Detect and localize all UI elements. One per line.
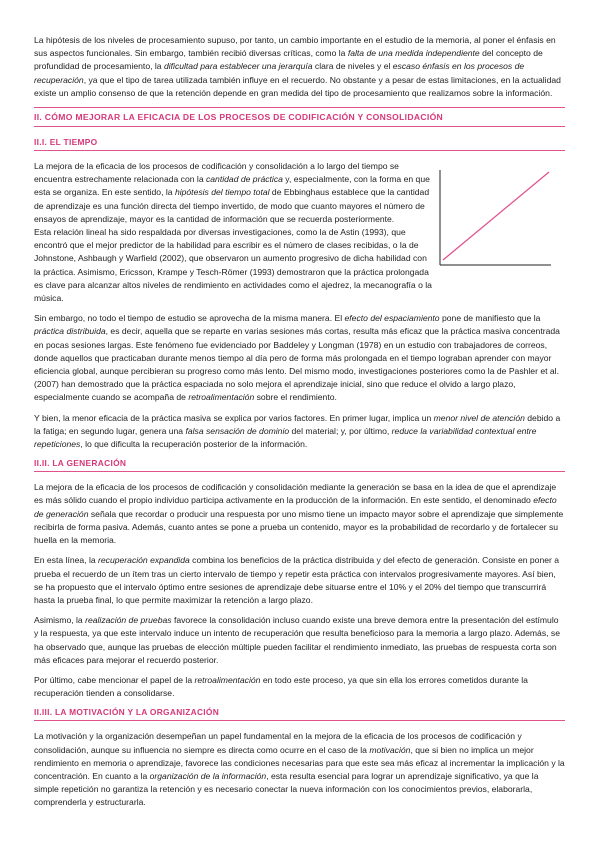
emphasis-text: recuperación expandida bbox=[98, 555, 190, 566]
text-run: Y bien, la menor eficacia de la práctica masiva se explica por varios factores. En primer lugar, implica un bbox=[34, 412, 434, 423]
text-run: La hipótesis de los niveles de procesamiento supuso, por tanto, un cambio importante en el estudio de la memoria, al poner el énfasis en sus aspectos funcionales. Sin embargo, también recibió diversas críticas, como la bbox=[34, 35, 556, 59]
emphasis-text: retroalimentación bbox=[194, 674, 261, 685]
text-run: clara de niveles y el bbox=[312, 61, 393, 72]
emphasis-text: hipótesis del tiempo total bbox=[174, 187, 270, 198]
text-run: Asimismo, la bbox=[34, 615, 86, 626]
text-run: señala que recordar o producir una respuesta por uno mismo tiene un impacto mayor sobre el aprendizaje que simplemente recibirla de forma pasiva. Además, cuanto antes se pone a prueba un contenido, mayor es la probabilidad de recordarlo y de fortalecer su huella en la memoria. bbox=[34, 508, 564, 546]
subsection-title-tiempo: II.I. EL TIEMPO bbox=[34, 137, 565, 151]
emphasis-text: realización de pruebas bbox=[85, 615, 172, 626]
emphasis-text: efecto de generación bbox=[34, 495, 557, 519]
text-run: combina los beneficios de la práctica distribuida y del efecto de generación. Consiste en poner a prueba el recuerdo de un ítem tras un cierto intervalo de tiempo y repetir esta práctica con intervalos progresivamente mayores. Así bien, se ha propuesto que el intervalo óptimo entre sesiones de aprendizaje debe situarse entre el 10% y el 20% del tiempo que transcurrirá hasta la prueba final, lo que permite maximizar la retención a largo plazo. bbox=[34, 555, 560, 605]
text-run: del concepto de profundidad de procesamiento, la bbox=[34, 48, 543, 72]
text-run: de Ebbinghaus establece que la cantidad de aprendizaje es una función directa del tiempo invertido, de modo que cuanto mayores el número de ensayos de aprendizaje, mayor es la cantidad de información que se recuerda posteriormente. bbox=[34, 187, 430, 224]
emphasis-text: reduce la variabilidad contextual entre repeticiones bbox=[34, 425, 537, 450]
text-run: del material; y, por último, bbox=[289, 425, 392, 436]
text-run: La motivación y la organización desempeñan un papel fundamental en la mejora de la eficacia de los procesos de codificación y consolidación, aunque su influencia no siempre es directa como ocurre en el caso de la bbox=[34, 731, 522, 755]
emphasis-text: dificultad para establecer una jerarquía bbox=[163, 61, 313, 72]
text-run: , lo que dificulta la recuperación posterior de la información. bbox=[80, 439, 308, 450]
emphasis-text: cantidad de práctica bbox=[205, 174, 283, 185]
text-run: sobre el rendimiento. bbox=[254, 392, 337, 403]
tiempo-paragraph-4 bbox=[34, 412, 565, 452]
series-line bbox=[443, 172, 549, 260]
text-run: Sin embargo, no todo el tiempo de estudio se aprovecha de la misma manera. El bbox=[34, 313, 345, 324]
tiempo-paragraph-1 bbox=[34, 160, 432, 226]
text-run: En esta línea, la bbox=[34, 555, 99, 566]
text-run: La mejora de la eficacia de los procesos de codificación y consolidación mediante la generación se basa en la idea de que el aprendizaje es más sólido cuando el propio individuo participa activamente en la producción de la información. En este sentido, el denominado bbox=[34, 482, 557, 506]
text-run: , esta resulta esencial para lograr un aprendizaje significativo, ya que la simple repetición no garantiza la retención y es necesario conectar la nueva información con los conocimientos previos, elaborarla, comprenderla y estructurarla. bbox=[34, 770, 539, 808]
text-run: y, especialmente, con la forma en que esta se organiza. En este sentido, la bbox=[34, 174, 430, 198]
emphasis-text: menor nivel de atención bbox=[433, 412, 525, 423]
subsection-title-motivacion: II.III. LA MOTIVACIÓN Y LA ORGANIZACIÓN bbox=[34, 707, 565, 721]
emphasis-text: efecto del espaciamiento bbox=[344, 313, 440, 324]
text-run: , es decir, aquella que se reparte en varias sesiones más cortas, resulta más eficaz que la práctica masiva concentrada en pocas sesiones largas. Este fenómeno fue evidenciado por Baddeley y Longman (1978) en un estudio con trabajadores de correos, donde aquellos que practicaban durante menos tiempo al día pero de forma más prolongada en el tiempo lograban aprender con mayor eficiencia global, aunque percibieran su progreso como más lento. Del mismo modo, investigaciones posteriores como la de Pashler et al. (2007) han demostrado que la práctica espaciada no solo mejora el aprendizaje inicial, sino que reduce el olvido a largo plazo, especialmente cuando se acompaña de bbox=[34, 326, 560, 403]
text-run: favorece la consolidación incluso cuando existe una breve demora entre la presentación del estímulo y la respuesta, ya que este intervalo induce un intento de recuperación que resulta beneficioso para la memoria a largo plazo. Además, se ha observado que, aunque las pruebas de elección múltiple pueden facilitar el rendimiento inmediato, las pruebas de respuesta corta son más eficaces para mejorar el recuerdo posterior. bbox=[34, 615, 560, 665]
tiempo-block bbox=[34, 160, 565, 305]
tiempo-paragraph-3 bbox=[34, 312, 565, 404]
emphasis-text: falta de una medida independiente bbox=[347, 48, 480, 59]
text-run: La mejora de la eficacia de los procesos de codificación y consolidación a lo largo del tiempo se encuentra estrechamente relacionada con la bbox=[34, 161, 399, 185]
emphasis-text: retroalimentación bbox=[188, 392, 255, 403]
generacion-paragraph-2 bbox=[34, 554, 565, 607]
text-run: Por último, cabe mencionar el papel de la bbox=[34, 674, 195, 685]
linear-relation-chart bbox=[439, 170, 551, 266]
text-run: , que si bien no implica un mejor rendimiento en memoria o aprendizaje, favorece las condiciones necesarias para que este sea más eficaz al incrementar la implicación y la concentración. En cuanto a la bbox=[34, 744, 565, 781]
tiempo-paragraph-2 bbox=[34, 226, 432, 305]
generacion-paragraph-3 bbox=[34, 614, 565, 667]
text-run: Esta relación lineal ha sido respaldada por diversas investigaciones, como la de Astin (1993), que encontró que el mejor predictor de la habilidad para escribir es el número de clases recibidas, o la de Johnstone, Ashbaugh y Warfield (2002), que observaron un aumento progresivo de dicha habilidad con la práctica. Asimismo, Ericsson, Krampe y Tesch-Römer (1993) demostraron que la práctica prolongada es clave para alcanzar altos niveles de rendimiento en actividades como el ajedrez, la mecanografía o la música. bbox=[34, 227, 432, 304]
section-title: II. CÓMO MEJORAR LA EFICACIA DE LOS PROCESOS DE CODIFICACIÓN Y CONSOLIDACIÓN bbox=[34, 107, 565, 127]
generacion-paragraph-1 bbox=[34, 481, 565, 547]
motivacion-paragraph-1 bbox=[34, 730, 565, 809]
text-run: en todo este proceso, ya que sin ella los errores cometidos durante la recuperación tienden a consolidarse. bbox=[34, 674, 528, 699]
emphasis-text: falsa sensación de dominio bbox=[185, 425, 290, 436]
generacion-paragraph-4 bbox=[34, 674, 565, 700]
text-run: debido a la fatiga; en segundo lugar, genera una bbox=[34, 412, 561, 436]
emphasis-text: organización de la información bbox=[149, 770, 267, 781]
emphasis-text: práctica distribuida bbox=[34, 326, 106, 337]
intro-paragraph bbox=[34, 34, 565, 100]
text-run: pone de manifiesto que la bbox=[439, 313, 541, 324]
emphasis-text: motivación bbox=[369, 744, 411, 755]
subsection-title-generacion: II.II. LA GENERACIÓN bbox=[34, 458, 565, 472]
text-run: , ya que el tipo de tarea utilizada también influye en el recuerdo. No obstante y a pesar de estas limitaciones, en la actualidad existe un amplio consenso de que la retención depende en gran medida del tipo de procesamiento que realizamos sobre la información. bbox=[34, 74, 561, 98]
document-page bbox=[34, 34, 565, 817]
emphasis-text: escaso énfasis en los procesos de recuperación bbox=[34, 61, 525, 85]
